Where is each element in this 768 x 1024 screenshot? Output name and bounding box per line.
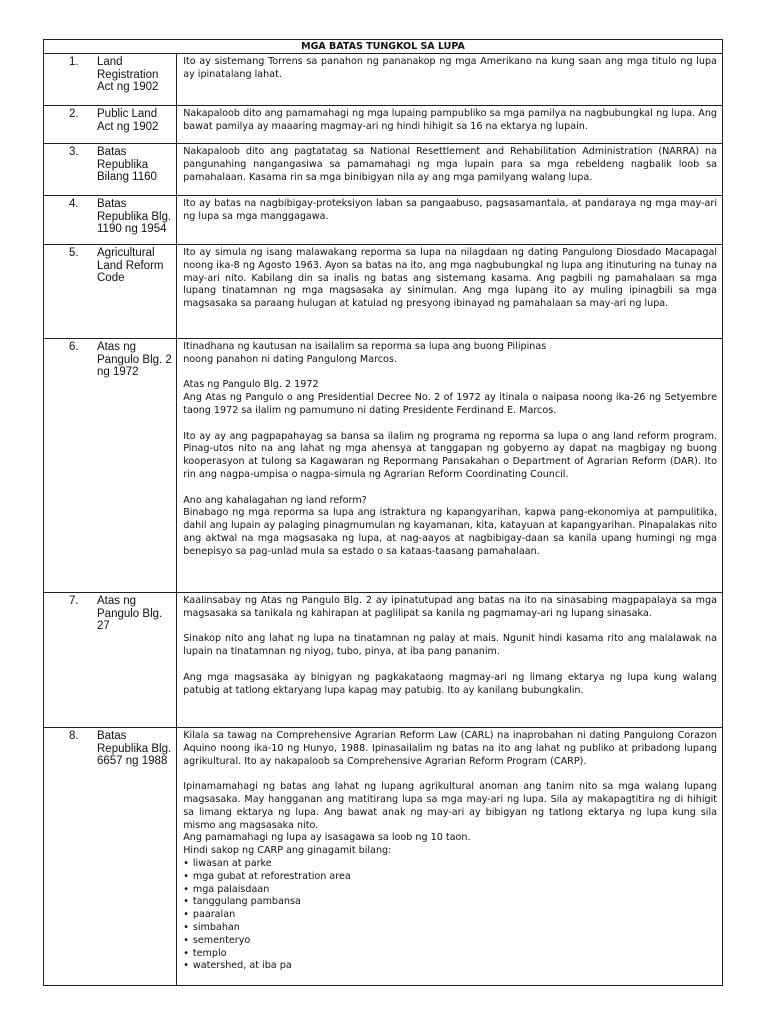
law-description-cell bbox=[177, 593, 723, 728]
law-name: Batas Republika Bilang 1160 bbox=[97, 146, 157, 184]
description-paragraph: Nakapaloob dito ang pagtatatag sa National Resettlement and Rehabilitation Administration (NARRA) na pangunahing nangangasiwa sa pamamahagi ng mga lupain para sa mga rebeldeng nagbalik loob sa pamahalaan. Kasama rin sa mga binibigyan nila ay ang mga pamilyang walang lupa. bbox=[183, 146, 717, 183]
description-paragraph: Ito ay sistemang Torrens sa panahon ng pananakop ng mga Amerikano na kung saan ang mga titulo ng lupa ay ipinatalang lahat. bbox=[183, 56, 717, 80]
row-number: 8. bbox=[69, 730, 79, 742]
description-paragraph: Nakapaloob dito ang pamamahagi ng mga lupaing pampubliko sa mga pamilya na nagbubungkal ng lupa. Ang bawat pamilya ay maaaring magmay-ari ng hindi hihigit sa 16 na ektarya ng lupain. bbox=[183, 108, 717, 132]
description-paragraph: Ang mga magsasaka ay binigyan ng pagkakataong magmay-ari ng limang ektarya ng lupa kung walang patubig at tatlong ektaryang lupa kapag may patubig. Ito ay kanilang bubungkalin. bbox=[183, 671, 717, 696]
law-description-cell bbox=[177, 728, 723, 986]
section-heading: Atas ng Pangulo Blg. 2 1972 bbox=[183, 379, 319, 391]
list-item: • mga gubat at reforestration area bbox=[183, 871, 717, 884]
row-number: 4. bbox=[69, 198, 79, 210]
law-name-cell bbox=[44, 144, 177, 196]
row-number: 3. bbox=[69, 146, 79, 158]
law-name-cell bbox=[44, 245, 177, 339]
document-page bbox=[43, 39, 723, 986]
law-name: Land Registration Act ng 1902 bbox=[97, 56, 159, 94]
law-description-cell bbox=[177, 106, 723, 144]
law-name-cell bbox=[44, 593, 177, 728]
description-paragraph: Ang Atas ng Pangulo o ang Presidential Decree No. 2 of 1972 ay itinala o naipasa noong ika-26 ng Setyembre taong 1972 sa ilalim ng pamumuno ni dating Presidente Ferdinand E. Marcos. bbox=[183, 392, 717, 416]
description-paragraph: Ipinamamahagi ng batas ang lahat ng lupang agrikultural anoman ang tanim nito sa mga walang lupang magsasaka. May hangganan ang matitirang lupa sa mga may-ari ng lupa. Sila ay makapagtitira ng di hihigit sa limang ektarya ng lupa. Ang bawat anak ng may-ari ay bibigyan ng tatlong ektarya ng lupa kung sila mismo ang magsasaka nito. bbox=[183, 781, 717, 831]
row-number: 6. bbox=[69, 341, 79, 353]
section-heading: Ano ang kahalagahan ng land reform? bbox=[183, 494, 367, 506]
description-paragraph: Ito ay ay ang pagpapahayag sa bansa sa ilalim ng programa ng reporma sa lupa o ang land reform program. Pinag-utos nito na ang lahat ng mga ahensya at tanggapan ng gobyerno ay dapat na magbigay ng buong kooperasyon at tulong sa Kagawaran ng Repormang Pansakahan o Department of Agrarian Reform (DAR). Ito rin ang nagpa-umpisa o nagpa-simula ng Agrarian Reform Coordinating Council. bbox=[183, 430, 717, 480]
table-row bbox=[44, 339, 723, 593]
law-name: Atas ng Pangulo Blg. 27 bbox=[97, 595, 163, 633]
law-name-cell bbox=[44, 339, 177, 593]
table-row bbox=[44, 245, 723, 339]
list-item: • liwasan at parke bbox=[183, 858, 717, 871]
table-row bbox=[44, 106, 723, 144]
law-name-cell bbox=[44, 54, 177, 106]
row-number: 5. bbox=[69, 247, 79, 259]
list-item: • tanggulang pambansa bbox=[183, 896, 717, 909]
law-description-cell bbox=[177, 196, 723, 245]
land-laws-table bbox=[43, 39, 723, 986]
description-line: Ang pamamahagi ng lupa ay isasagawa sa loob ng 10 taon. bbox=[183, 832, 471, 844]
exemption-list bbox=[183, 858, 717, 973]
description-paragraph: Binabago ng mga reporma sa lupa ang istraktura ng kapangyarihan, kapwa pang-ekonomiya at pampulitika, dahil ang lupain ay palaging pinagmumulan ng kayamanan, kita, katayuan at kapangyarihan. Pinapalakas nito ang aktwal na mga magsasaka ng lupa, at nag-aayos at nagbibigay-daan sa kanila upang humingi ng mga benepisyo sa pag-unlad mula sa estado o sa kataas-taasang pamahalaan. bbox=[183, 507, 717, 557]
description-paragraph: Sinakop nito ang lahat ng lupa na tinatamnan ng palay at mais. Ngunit hindi kasama rito ang malalawak na lupain na tinatamnan ng niyog, tubo, pinya, at iba pang pananim. bbox=[183, 633, 717, 658]
table-row bbox=[44, 728, 723, 986]
list-item: • sementeryo bbox=[183, 935, 717, 948]
law-name: Batas Republika Blg. 6657 ng 1988 bbox=[97, 730, 172, 768]
intro-line: noong panahon ni dating Pangulong Marcos. bbox=[183, 353, 397, 365]
law-description-cell bbox=[177, 245, 723, 339]
law-description-cell bbox=[177, 54, 723, 106]
law-name: Atas ng Pangulo Blg. 2 ng 1972 bbox=[97, 341, 172, 379]
law-name-cell bbox=[44, 196, 177, 245]
description-paragraph: Kaalinsabay ng Atas ng Pangulo Blg. 2 ay ipinatutupad ang batas na ito na sinasabing magpapalaya sa mga magsasaka sa tanikala ng kahirapan at paglilipat sa kanila ng pagmamay-ari ng lupang sinasaka. bbox=[183, 595, 717, 619]
intro-line: Itinadhana ng kautusan na isailalim sa reporma sa lupa ang buong Pilipinas bbox=[183, 341, 547, 352]
law-description-cell bbox=[177, 144, 723, 196]
row-number: 1. bbox=[69, 56, 79, 68]
list-item: • watershed, at iba pa bbox=[183, 960, 717, 973]
law-name-cell bbox=[44, 728, 177, 986]
table-row bbox=[44, 196, 723, 245]
law-name: Batas Republika Blg. 1190 ng 1954 bbox=[97, 198, 172, 236]
law-name: Agricultural Land Reform Code bbox=[97, 247, 164, 285]
description-paragraph: Ito ay simula ng isang malawakang reporma sa lupa na nilagdaan ng dating Pangulong Diosdado Macapagal noong ika-8 ng Agosto 1963. Ayon sa batas na ito, ang mga nagbubungkal ng lupa ang itinuturing na tunay na may-ari nito. Kabilang din sa inalis ng batas ang sistemang kasama. Ang pagbili ng pamahalaan sa mga lupang tinatamnan ng mga magsasaka ay sinimulan. Ang mga lupang ito ay muling ipinagbili sa mga magsasaka sa paraang hulugan at katulad ng presyong ibinayad ng pamahalaan sa may-ari ng lupa. bbox=[183, 247, 717, 310]
list-item: • paaralan bbox=[183, 909, 717, 922]
description-paragraph: Ito ay batas na nagbibigay-proteksiyon laban sa pangaabuso, pagsasamantala, at pandaraya ng mga may-ari ng lupa sa mga manggagawa. bbox=[183, 198, 717, 222]
list-item: • templo bbox=[183, 948, 717, 961]
law-name-cell bbox=[44, 106, 177, 144]
table-row bbox=[44, 144, 723, 196]
description-paragraph: Kilala sa tawag na Comprehensive Agrarian Reform Law (CARL) na inaprobahan ni dating Pangulong Corazon Aquino noong ika-10 ng Hunyo, 1988. Ipinasailalim ng batas na ito ang lahat ng publiko at pribadong lupang agrikultural. Ito ay nakapaloob sa Comprehensive Agrarian Reform Program (CARP). bbox=[183, 730, 717, 767]
row-number: 7. bbox=[69, 595, 79, 607]
table-row bbox=[44, 593, 723, 728]
list-item: • simbahan bbox=[183, 922, 717, 935]
table-row bbox=[44, 54, 723, 106]
law-name: Public Land Act ng 1902 bbox=[97, 108, 159, 133]
row-number: 2. bbox=[69, 108, 79, 120]
law-description-cell bbox=[177, 339, 723, 593]
list-item: • mga palaisdaan bbox=[183, 884, 717, 897]
table-title: MGA BATAS TUNGKOL SA LUPA bbox=[44, 40, 723, 54]
description-line: Hindi sakop ng CARP ang ginagamit bilang: bbox=[183, 845, 392, 857]
